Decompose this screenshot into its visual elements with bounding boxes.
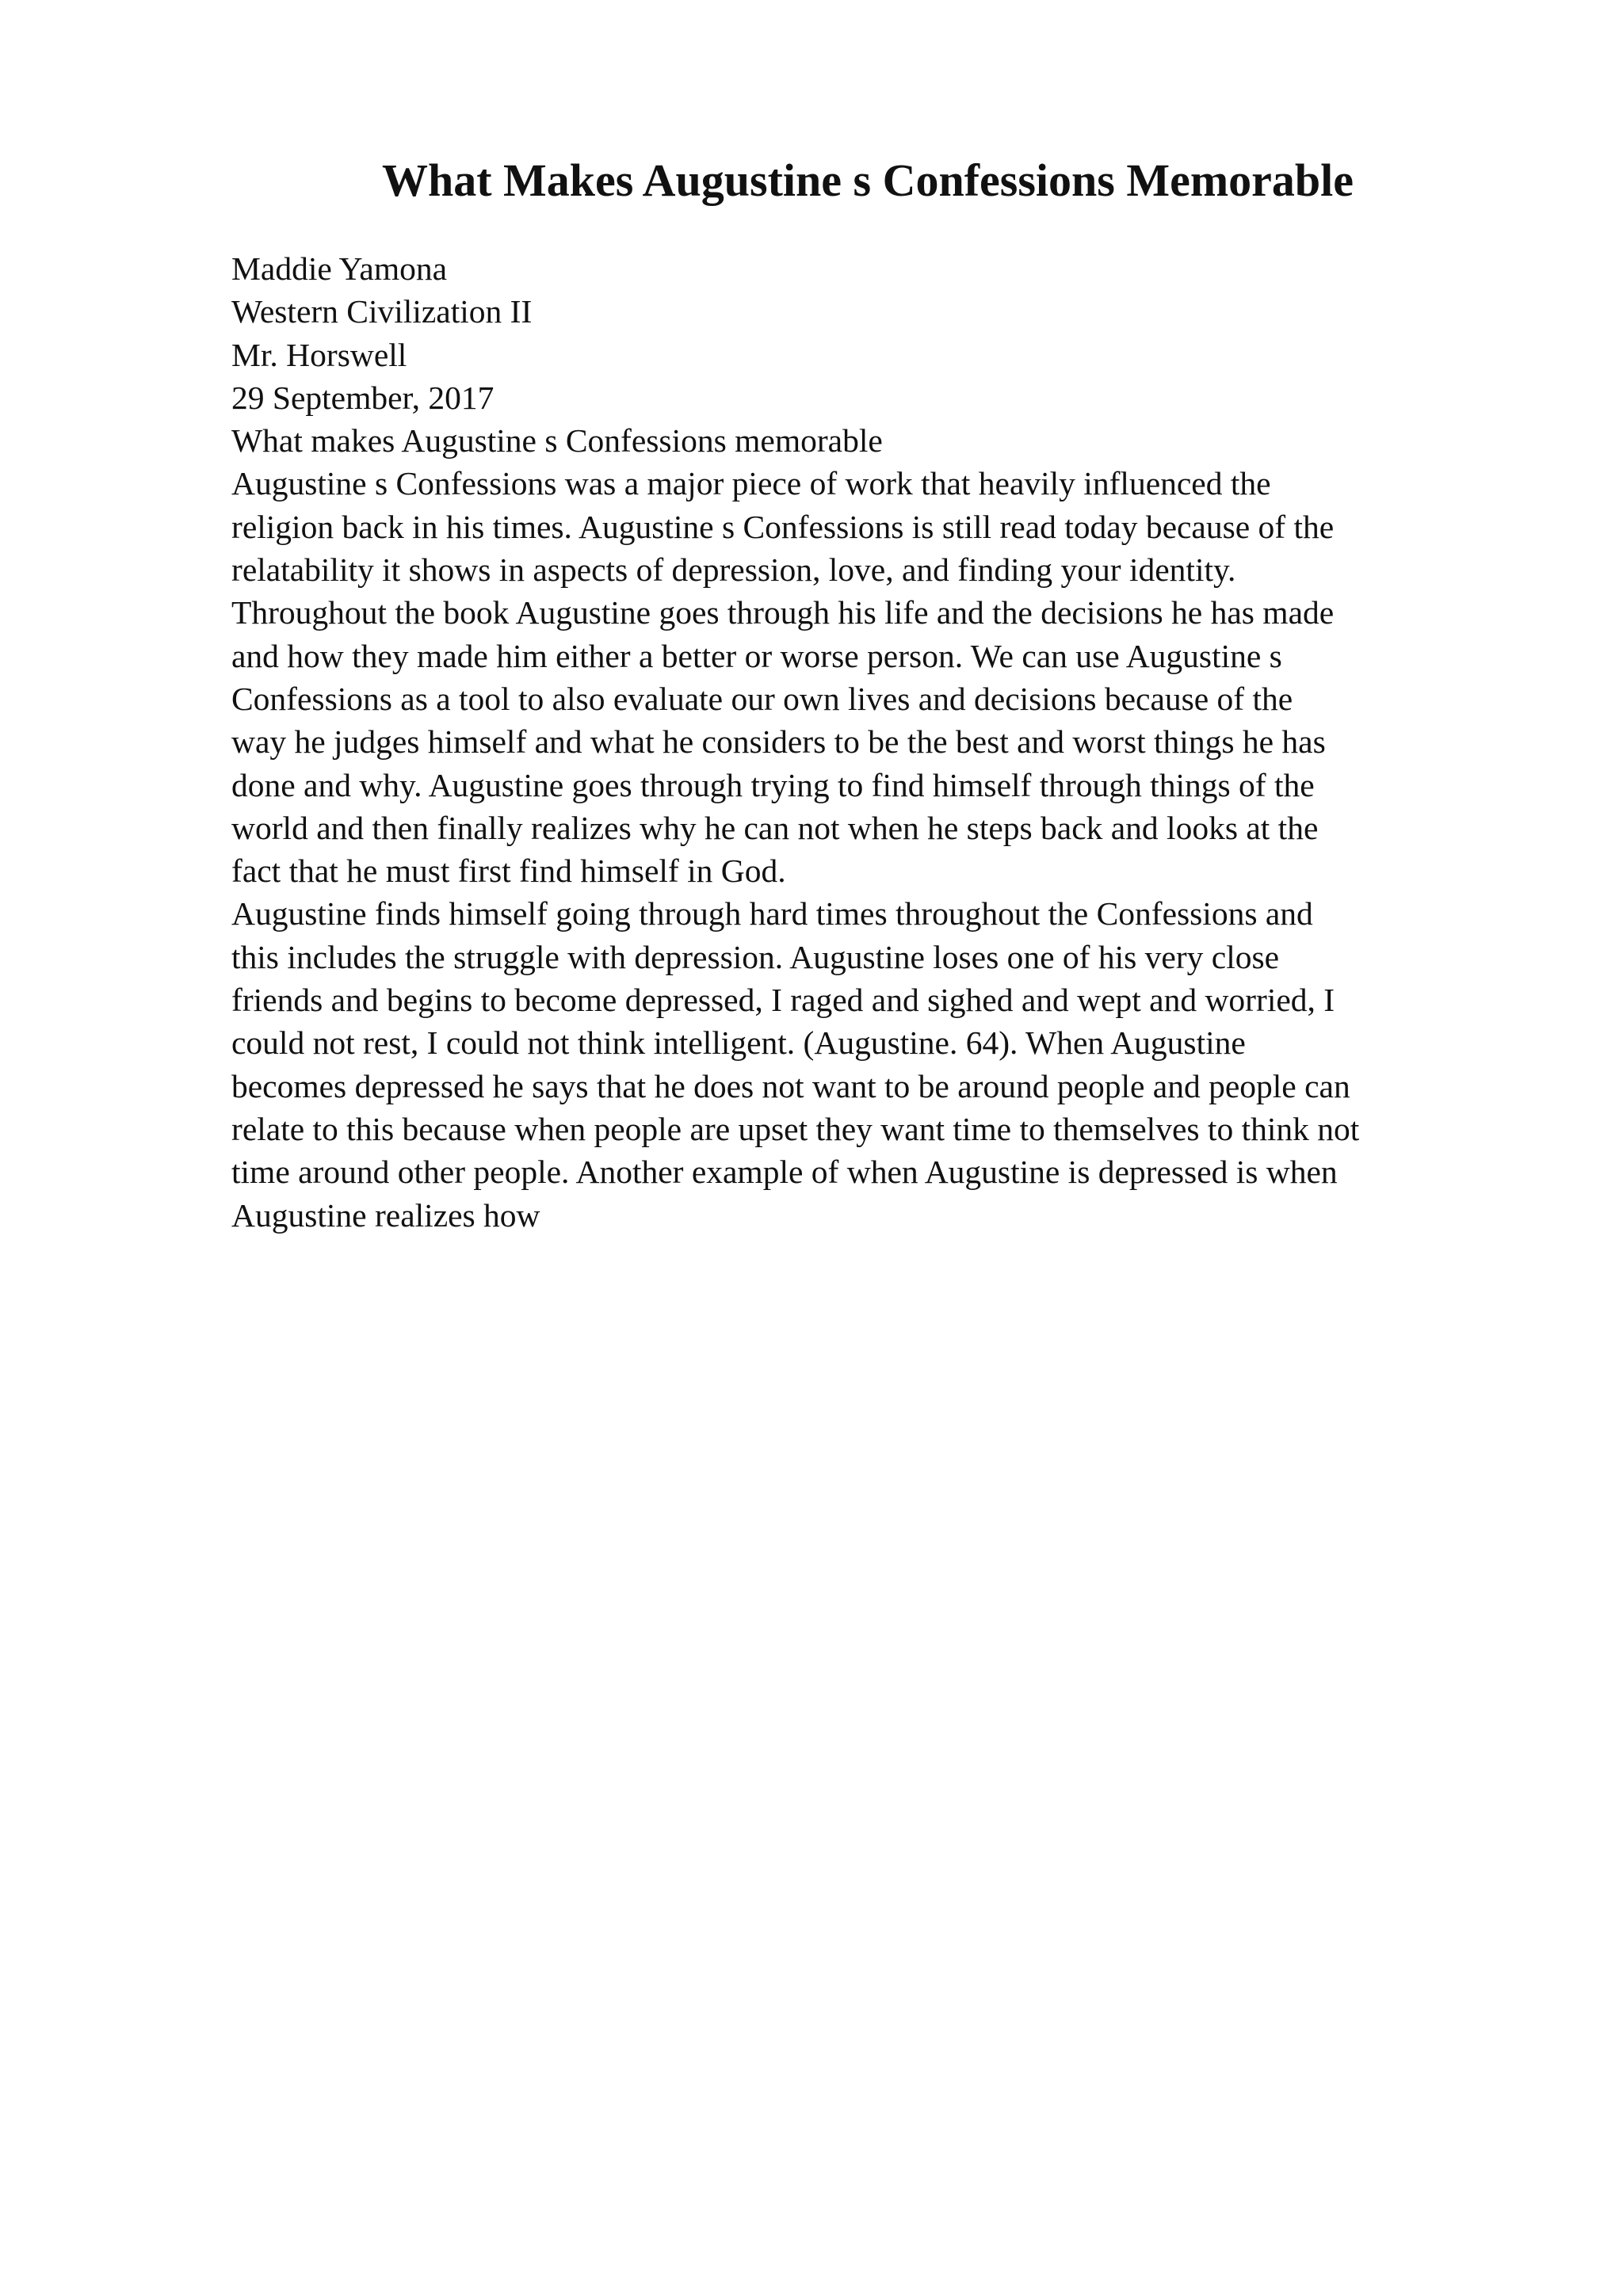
paragraph-2 [231,892,1531,1236]
paragraph-line: and how they made him either a better or worse person. We can use Augustine s [231,637,1282,674]
paragraph-line: relatability it shows in aspects of depression, love, and finding your identity. [231,551,1236,589]
paragraph-line: Throughout the book Augustine goes through his life and the decisions he has made [231,594,1335,631]
instructor-name: Mr. Horswell [231,336,407,373]
paragraph-line: relate to this because when people are upset they want time to themselves to think not [231,1110,1360,1147]
paragraph-line: friends and begins to become depressed, I raged and sighed and wept and worried, I [231,982,1335,1019]
paragraph-line: Augustine realizes how [231,1196,540,1234]
paragraph-line: becomes depressed he says that he does not want to be around people and people can [231,1067,1350,1104]
paragraph-line: religion back in his times. Augustine s Confessions is still read today because of the [231,508,1335,545]
course-name: Western Civilization II [231,293,533,330]
author-name: Maddie Yamona [231,250,448,287]
essay-title: What makes Augustine s Confessions memorable [231,422,883,460]
paragraph-line: Augustine s Confessions was a major piece of work that heavily influenced the [231,465,1271,502]
paragraph-line: time around other people. Another example of when Augustine is depressed is when [231,1154,1338,1191]
paragraph-line: world and then finally realizes why he can not when he steps back and looks at the [231,809,1319,846]
paragraph-line: done and why. Augustine goes through trying to find himself through things of the [231,766,1315,803]
document-body [231,247,1531,1237]
paragraph-line: way he judges himself and what he considers to be the best and worst things he has [231,723,1326,761]
paragraph-line: Augustine finds himself going through hard times throughout the Confessions and [231,895,1313,933]
essay-date: 29 September, 2017 [231,379,495,416]
paragraph-1 [231,462,1531,892]
paragraph-line: could not rest, I could not think intelligent. (Augustine. 64). When Augustine [231,1024,1246,1062]
paragraph-line: Confessions as a tool to also evaluate our own lives and decisions because of the [231,680,1293,717]
document-title: What Makes Augustine s Confessions Memorable [381,154,1354,206]
paragraph-line: fact that he must first find himself in God. [231,852,786,890]
paragraph-line: this includes the struggle with depression. Augustine loses one of his very close [231,938,1280,975]
